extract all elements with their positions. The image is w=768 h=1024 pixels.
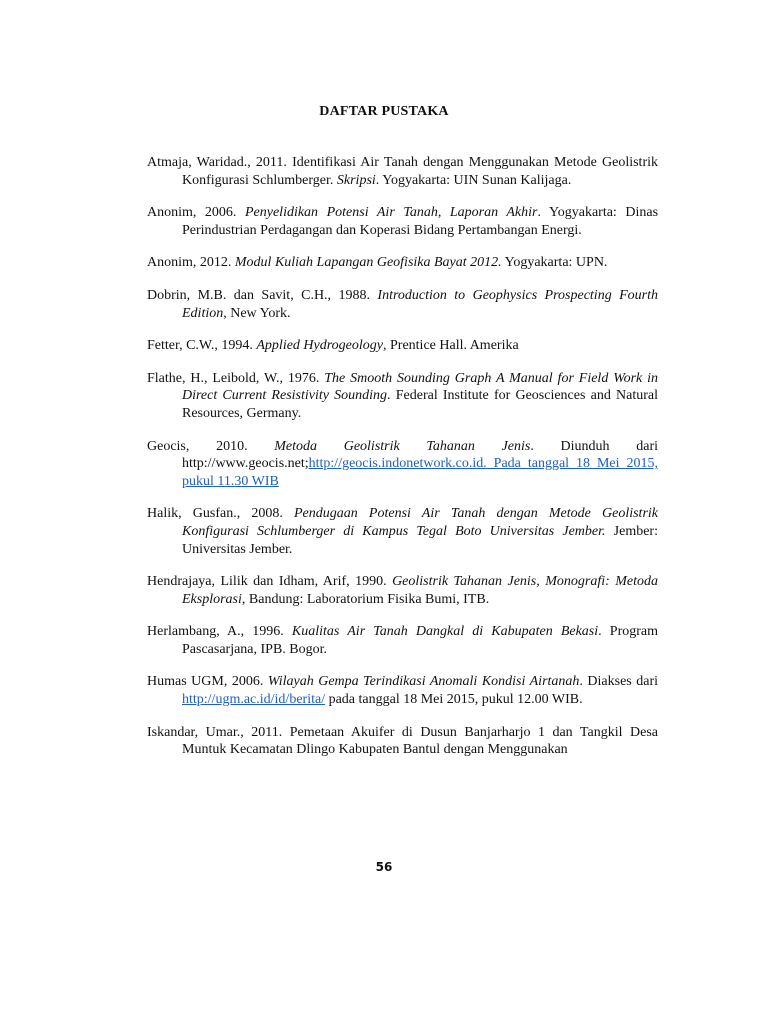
ref-authors: Geocis, 2010. xyxy=(147,438,275,454)
ref-details: . Diunduh dari http://www.geocis.net; xyxy=(182,438,658,472)
reference-item xyxy=(147,254,658,272)
reference-item xyxy=(147,204,658,239)
reference-list xyxy=(147,154,658,774)
reference-item xyxy=(147,337,658,355)
page-title: DAFTAR PUSTAKA xyxy=(319,104,449,119)
ref-title: Pendugaan Potensi Air Tanah dengan Metode Geolistrik Konfigurasi Schlumberger di Kampus Tegal Boto Universitas Jember. xyxy=(182,506,658,539)
ref-authors: Anonim, 2006. xyxy=(147,205,245,221)
ref-details: , New York. xyxy=(223,305,291,321)
ref-title: Wilayah Gempa Terindikasi Anomali Kondisi Airtanah xyxy=(267,674,580,690)
ref-authors: Herlambang, A., 1996. xyxy=(147,624,292,640)
ref-authors: Flathe, H., Leibold, W., 1976. xyxy=(147,370,325,386)
ref-authors: Humas UGM, 2006. xyxy=(147,674,268,690)
ref-authors: Anonim, 2012. xyxy=(147,255,235,271)
ref-title: Penyelidikan Potensi Air Tanah, Laporan Akhir xyxy=(244,205,538,221)
ref-details: . Federal Institute for Geosciences and Natural Resources, Germany. xyxy=(182,388,658,421)
reference-item xyxy=(147,573,658,608)
ref-details: . Diakses dari xyxy=(579,674,658,690)
ref-title: Introduction to Geophysics Prospecting Fourth Edition xyxy=(182,287,659,321)
ref-title: Applied Hydrogeology xyxy=(256,338,383,354)
ref-authors: Hendrajaya, Lilik dan Idham, Arif, 1990. xyxy=(147,574,393,590)
ref-details: , Prentice Hall. Amerika xyxy=(383,338,519,354)
ref-title: Skripsi xyxy=(336,172,376,188)
page-number: 56 xyxy=(375,860,393,874)
ref-details: . Program Pascasarjana, IPB. Bogor. xyxy=(182,624,658,657)
ref-authors: Iskandar, Umar., 2011. Pemetaan Akuifer di Dusun Banjarharjo 1 dan Tangkil Desa Muntuk Kecamatan Dlingo Kabupaten Bantul dengan Menggunakan xyxy=(147,724,658,758)
ref-details: , Bandung: Laboratorium Fisika Bumi, ITB. xyxy=(241,591,490,607)
reference-item xyxy=(147,623,658,658)
reference-item xyxy=(147,370,658,423)
ref-trailer: pada tanggal 18 Mei 2015, pukul 12.00 WIB. xyxy=(325,692,583,708)
ref-details: . Yogyakarta: UIN Sunan Kalijaga. xyxy=(375,172,572,188)
reference-item xyxy=(147,287,658,322)
ref-authors: Dobrin, M.B. dan Savit, C.H., 1988. xyxy=(147,287,378,303)
reference-item xyxy=(147,673,658,708)
ref-title: Kualitas Air Tanah Dangkal di Kabupaten Bekasi xyxy=(291,624,599,640)
ref-authors: Fetter, C.W., 1994. xyxy=(147,338,257,354)
ref-link[interactable]: http://ugm.ac.id/id/berita/ xyxy=(182,692,326,708)
ref-title: Geolistrik Tahanan Jenis, Monografi: Metoda Eksplorasi xyxy=(182,574,658,607)
ref-title: Metoda Geolistrik Tahanan Jenis xyxy=(274,438,531,454)
ref-details: Jember: Universitas Jember. xyxy=(182,523,658,557)
ref-authors: Halik, Gusfan., 2008. xyxy=(147,506,294,522)
ref-details: Yogyakarta: UPN. xyxy=(501,255,608,271)
reference-item xyxy=(147,724,658,759)
ref-title: The Smooth Sounding Graph A Manual for Field Work in Direct Current Resistivity Sounding xyxy=(182,370,659,404)
ref-authors: Atmaja, Waridad., 2011. Identifikasi Air Tanah dengan Menggunakan Metode Geolistrik Konfigurasi Schlumberger. xyxy=(147,155,658,188)
ref-details: . Yogyakarta: Dinas Perindustrian Perdagangan dan Koperasi Bidang Pertambangan Energi. xyxy=(182,205,659,238)
reference-item xyxy=(147,505,658,558)
ref-link[interactable]: http://geocis.indonetwork.co.id. Pada tanggal 18 Mei 2015, pukul 11.30 WIB xyxy=(182,456,658,489)
reference-item xyxy=(147,154,658,189)
ref-title: Modul Kuliah Lapangan Geofisika Bayat 2012. xyxy=(234,255,502,271)
reference-item xyxy=(147,438,658,491)
